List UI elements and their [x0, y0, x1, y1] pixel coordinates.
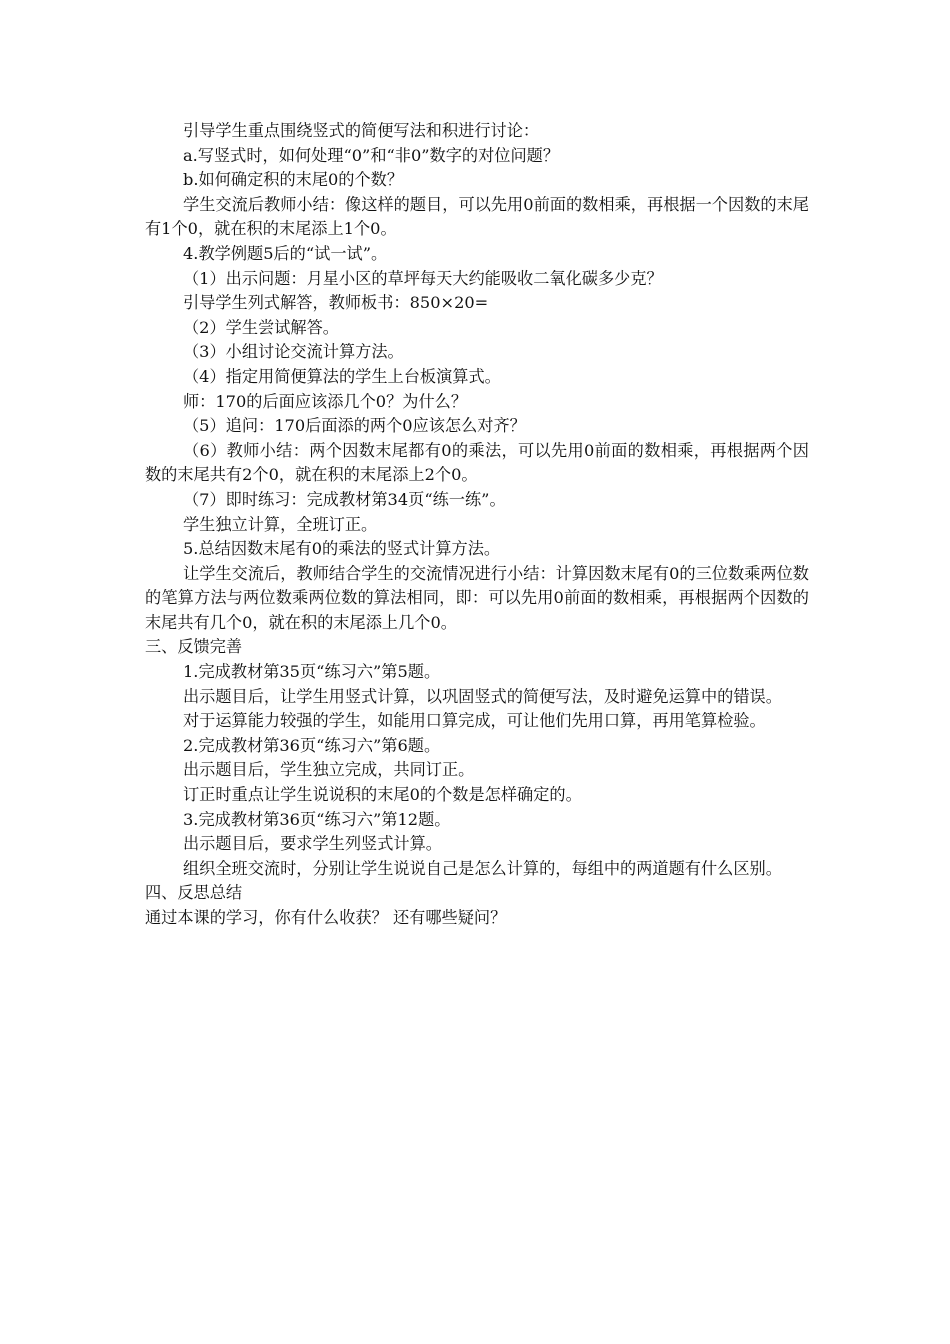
paragraph-step-4: 4.教学例题5后的“试一试”。: [183, 243, 388, 263]
paragraph-step-4-6: （6）教师小结：两个因数末尾都有0的乘法，可以先用0前面的数相乘，再根据两个因数的末尾共有2个0，就在积的末尾添上2个0。: [145, 440, 809, 485]
paragraph-exercise-3: 3.完成教材第36页“练习六”第12题。: [183, 809, 451, 829]
paragraph-discussion-intro: 引导学生重点围绕竖式的简便写法和积进行讨论：: [183, 121, 540, 140]
paragraph-step-4-7: （7）即时练习：完成教材第34页“练一练”。: [183, 489, 506, 509]
paragraph-step-4-4: （4）指定用简便算法的学生上台板演算式。: [183, 366, 501, 386]
document-page: [145, 119, 809, 931]
paragraph-exercise-2: 2.完成教材第36页“练习六”第6题。: [183, 735, 441, 755]
section-heading-feedback: 三、反馈完善: [145, 637, 243, 657]
paragraph-teacher-summary-1: 学生交流后教师小结：像这样的题目，可以先用0前面的数相乘，再根据一个因数的末尾有1个0，就在积的末尾添上1个0。: [145, 194, 809, 239]
paragraph-teacher-question: 师：170的后面应该添几个0？为什么？: [183, 391, 468, 411]
paragraph-exercise-1-advanced: 对于运算能力较强的学生，如能用口算完成，可让他们先用口算，再用笔算检验。: [183, 711, 766, 731]
section-heading-reflection: 四、反思总结: [145, 883, 243, 903]
paragraph-step-4-2: （2）学生尝试解答。: [183, 317, 339, 337]
paragraph-step-4-3: （3）小组讨论交流计算方法。: [183, 342, 404, 362]
paragraph-blackboard: 引导学生列式解答，教师板书：850×20=: [183, 293, 489, 313]
paragraph-exercise-1: 1.完成教材第35页“练习六”第5题。: [183, 662, 441, 682]
paragraph-step-5: 5.总结因数末尾有0的乘法的竖式计算方法。: [183, 539, 501, 559]
paragraph-exercise-1-note: 出示题目后，让学生用竖式计算，以巩固竖式的简便写法，及时避免运算中的错误。: [183, 686, 782, 706]
paragraph-question-b: b.如何确定积的末尾0的个数？: [183, 170, 404, 190]
paragraph-exercise-2-note: 出示题目后，学生独立完成，共同订正。: [183, 760, 475, 780]
paragraph-step-4-1: （1）出示问题：月星小区的草坪每天大约能吸收二氧化碳多少克？: [183, 268, 663, 288]
paragraph-method-summary: 让学生交流后，教师结合学生的交流情况进行小结：计算因数末尾有0的三位数乘两位数的笔算方法与两位数乘两位数的算法相同，即：可以先用0前面的数相乘，再根据两个因数的末尾共有几个0，就在积的末尾添上几个0。: [145, 563, 809, 632]
paragraph-exercise-3-discussion: 组织全班交流时，分别让学生说说自己是怎么计算的，每组中的两道题有什么区别。: [183, 858, 782, 878]
paragraph-question-a: a.写竖式时，如何处理“0”和“非0”数字的对位问题？: [183, 145, 560, 165]
paragraph-exercise-3-note: 出示题目后，要求学生列竖式计算。: [183, 834, 442, 854]
paragraph-independent-calc: 学生独立计算，全班订正。: [183, 514, 378, 534]
paragraph-reflection-question: 通过本课的学习，你有什么收获？ 还有哪些疑问？: [145, 908, 507, 927]
paragraph-exercise-2-correction: 订正时重点让学生说说积的末尾0的个数是怎样确定的。: [183, 785, 582, 805]
paragraph-step-4-5: （5）追问：170后面添的两个0应该怎么对齐？: [183, 416, 526, 436]
